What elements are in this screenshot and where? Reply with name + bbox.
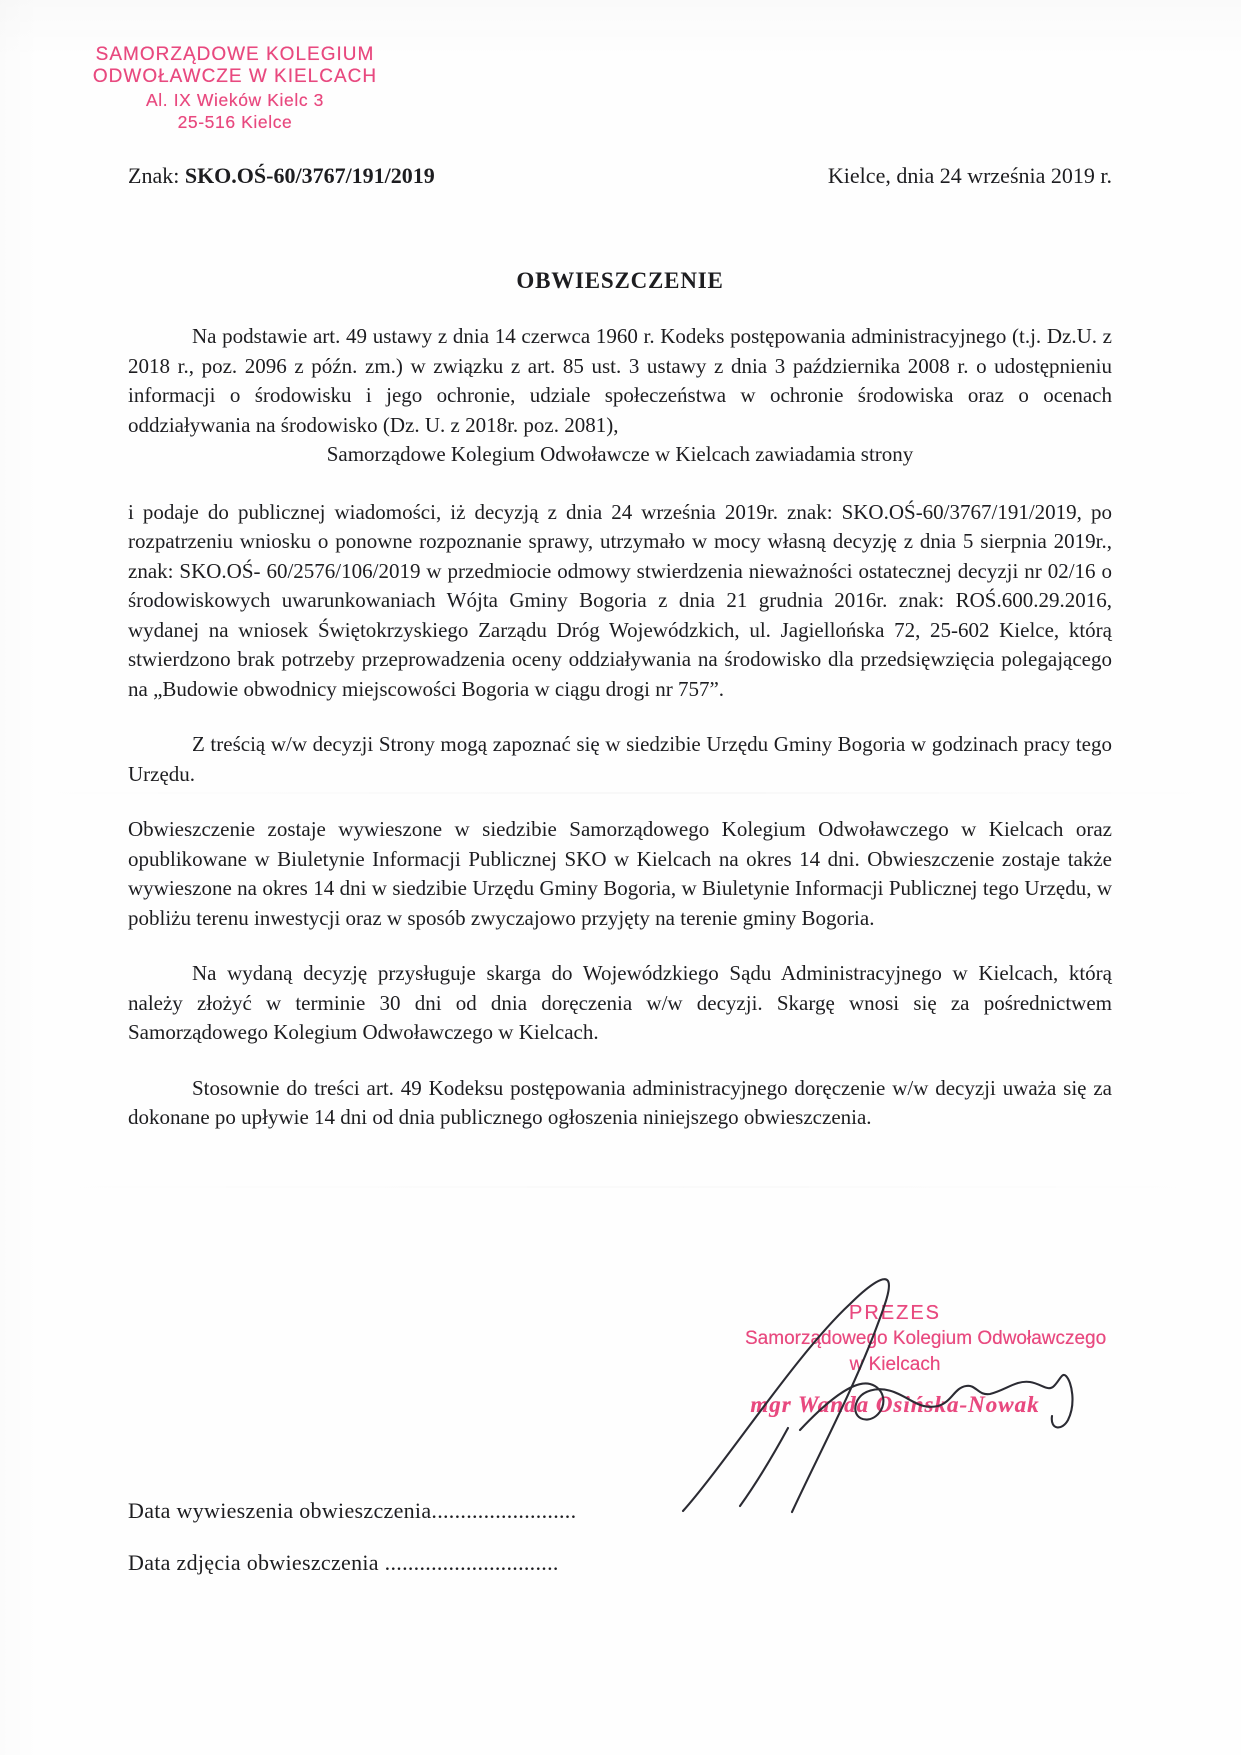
institution-address-city: 25-516 Kielce <box>177 112 293 132</box>
scan-crease <box>0 1186 1241 1188</box>
case-reference-number: SKO.OŚ-60/3767/191/2019 <box>184 163 435 188</box>
document-title: OBWIESZCZENIE <box>516 268 724 293</box>
institution-name-line2: ODWOŁAWCZE W KIELCACH <box>92 66 378 87</box>
institution-name-line1: SAMORZĄDOWE KOLEGIUM <box>95 44 375 65</box>
paragraph-posting-info: Obwieszczenie zostaje wywieszone w siedzibie Samorządowego Kolegium Odwoławczego w Kielcach oraz opublikowane w Biuletynie Informacji Publicznej SKO w Kielcach na okres 14 dni. Obwieszczenie zostaje także wywieszone na okres 14 dni w siedzibie Urzędu Gminy Bogoria, w Biuletynie Informacji Publicznej tego Urzędu, w pobliżu terenu inwestycji oraz w sposób zwyczajowo przyjęty na terenie gminy Bogoria. <box>128 817 1112 930</box>
document-body <box>128 322 1112 1133</box>
posted-date-line: Data wywieszenia obwieszczenia......................... <box>128 1498 577 1523</box>
notice-center-line: Samorządowe Kolegium Odwoławcze w Kielcach zawiadamia strony <box>326 442 914 466</box>
paragraph-decision-details: i podaje do publicznej wiadomości, iż decyzją z dnia 24 września 2019r. znak: SKO.OŚ-60/3767/191/2019, po rozpatrzeniu wniosku o ponowne rozpoznanie sprawy, utrzymało w mocy własną decyzję z dnia 5 sierpnia 2019r., znak: SKO.OŚ- 60/2576/106/2019 w przedmiocie odmowy stwierdzenia nieważności ostatecznej decyzji nr 02/16 o środowiskowych uwarunkowaniach Wójta Gminy Bogoria z dnia 21 grudnia 2016r. znak: ROŚ.600.29.2016, wydanej na wniosek Świętokrzyskiego Zarządu Dróg Wojewódzkich, ul. Jagiellońska 72, 25-602 Kielce, którą stwierdzono brak potrzeby przeprowadzenia oceny oddziaływania na środowisko dla przedsięwzięcia polegającego na „Budowie obwodnicy miejscowości Bogoria w ciągu drogi nr 757”. <box>128 499 1112 701</box>
signer-org-line1: Samorządowego Kolegium Odwoławczego <box>745 1328 1107 1349</box>
handwritten-signature <box>680 1268 1107 1528</box>
reference-row <box>128 163 1112 189</box>
signer-title: PREZES <box>848 1302 942 1324</box>
institution-address-street: Al. IX Wieków Kielc 3 <box>146 90 324 110</box>
paragraph-appeal-info: Na wydaną decyzję przysługuje skarga do Wojewódzkiego Sądu Administracyjnego w Kielcach, którą należy złożyć w terminie 30 dni od dnia doręczenia w/w decyzji. Skargę wnosi się za pośrednictwem Samorządowego Kolegium Odwoławczego w Kielcach. <box>128 961 1112 1044</box>
signer-org-line2: w Kielcach <box>849 1354 941 1375</box>
paragraph-access-info: Z treścią w/w decyzji Strony mogą zapoznać się w siedzibie Urzędu Gminy Bogoria w godzinach pracy tego Urzędu. <box>128 732 1112 786</box>
case-reference <box>128 163 435 189</box>
removed-date-line: Data zdjęcia obwieszczenia .............................. <box>128 1550 559 1575</box>
paragraph-delivery-info: Stosownie do treści art. 49 Kodeksu postępowania administracyjnego doręczenie w/w decyzji uważa się za dokonane po upływie 14 dni od dnia publicznego ogłoszenia niniejszego obwieszczenia. <box>128 1075 1112 1129</box>
institution-stamp <box>92 44 378 133</box>
place-date-line: Kielce, dnia 24 września 2019 r. <box>827 163 1112 188</box>
paragraph-legal-basis: Na podstawie art. 49 ustawy z dnia 14 czerwca 1960 r. Kodeks postępowania administracyjnego (t.j. Dz.U. z 2018 r., poz. 2096 z późn. zm.) w związku z art. 85 ust. 3 ustawy z dnia 3 października 2008 r. o udostępnieniu informacji o środowisku i jego ochronie, udziale społeczeństwa w ochronie środowiska oraz o ocenach oddziaływania na środowisko (Dz. U. z 2018r. poz. 2081), <box>128 324 1112 437</box>
case-reference-label: Znak: <box>128 163 180 188</box>
signer-name: mgr Wanda Osińska-Nowak <box>750 1392 1040 1417</box>
